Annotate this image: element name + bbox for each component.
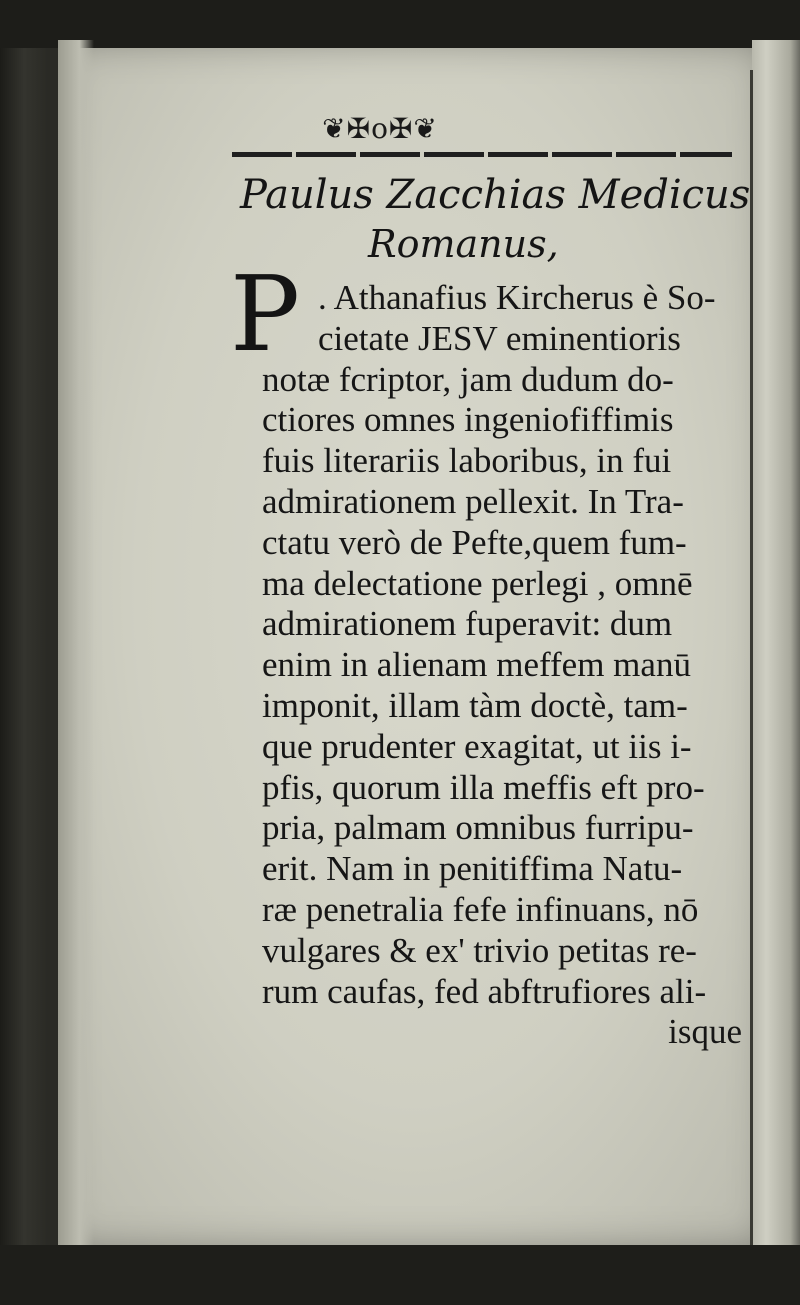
text-line: ma delectatione perlegi , omnē: [262, 563, 693, 603]
text-line: pria, palmam omnibus furripu-: [262, 808, 694, 848]
facing-page-edge: [752, 40, 800, 1260]
drop-capital: P: [230, 253, 300, 375]
text-line: . Athanafius Kircherus è So-: [318, 278, 716, 317]
text-line: ctiores omnes ingeniofiffimis: [262, 400, 674, 440]
text-line: admirationem pellexit. In Tra-: [262, 481, 684, 521]
heading-line-1: Paulus Zacchias Medicus: [240, 172, 751, 218]
text-line: cietate JESV eminentioris: [318, 318, 681, 358]
scan-top-edge: [0, 0, 800, 48]
ornamental-rule: [232, 152, 732, 157]
text-line: pfis, quorum illa meffis eft pro-: [262, 767, 705, 807]
heading-line-2: Romanus,: [368, 222, 559, 266]
text-line: ctatu verò de Pefte,quem fum-: [262, 522, 687, 562]
text-line: erit. Nam in penitiffima Natu-: [262, 849, 683, 889]
text-line: fuis literariis laboribus, in fui: [262, 441, 672, 481]
body-text: [262, 278, 752, 1053]
text-line: que prudenter exagitat, ut iis i-: [262, 726, 692, 766]
text-line: notæ fcriptor, jam dudum do-: [262, 359, 674, 399]
text-line: rum caufas, fed abftrufiores ali-: [262, 971, 707, 1011]
text-line: admirationem fuperavit: dum: [262, 604, 673, 644]
catchword: isque: [668, 1012, 742, 1052]
text-line: vulgares & ex' trivio petitas re-: [262, 930, 697, 970]
scan-bottom-edge: [0, 1245, 800, 1305]
text-line: enim in alienam meffem manū: [262, 645, 691, 685]
page-left-margin: [58, 40, 94, 1250]
text-line: imponit, illam tàm doctè, tam-: [262, 685, 688, 725]
text-line: ræ penetralia fefe infinuans, nō: [262, 889, 699, 929]
head-ornament: ❦✠o✠❦: [322, 112, 438, 145]
